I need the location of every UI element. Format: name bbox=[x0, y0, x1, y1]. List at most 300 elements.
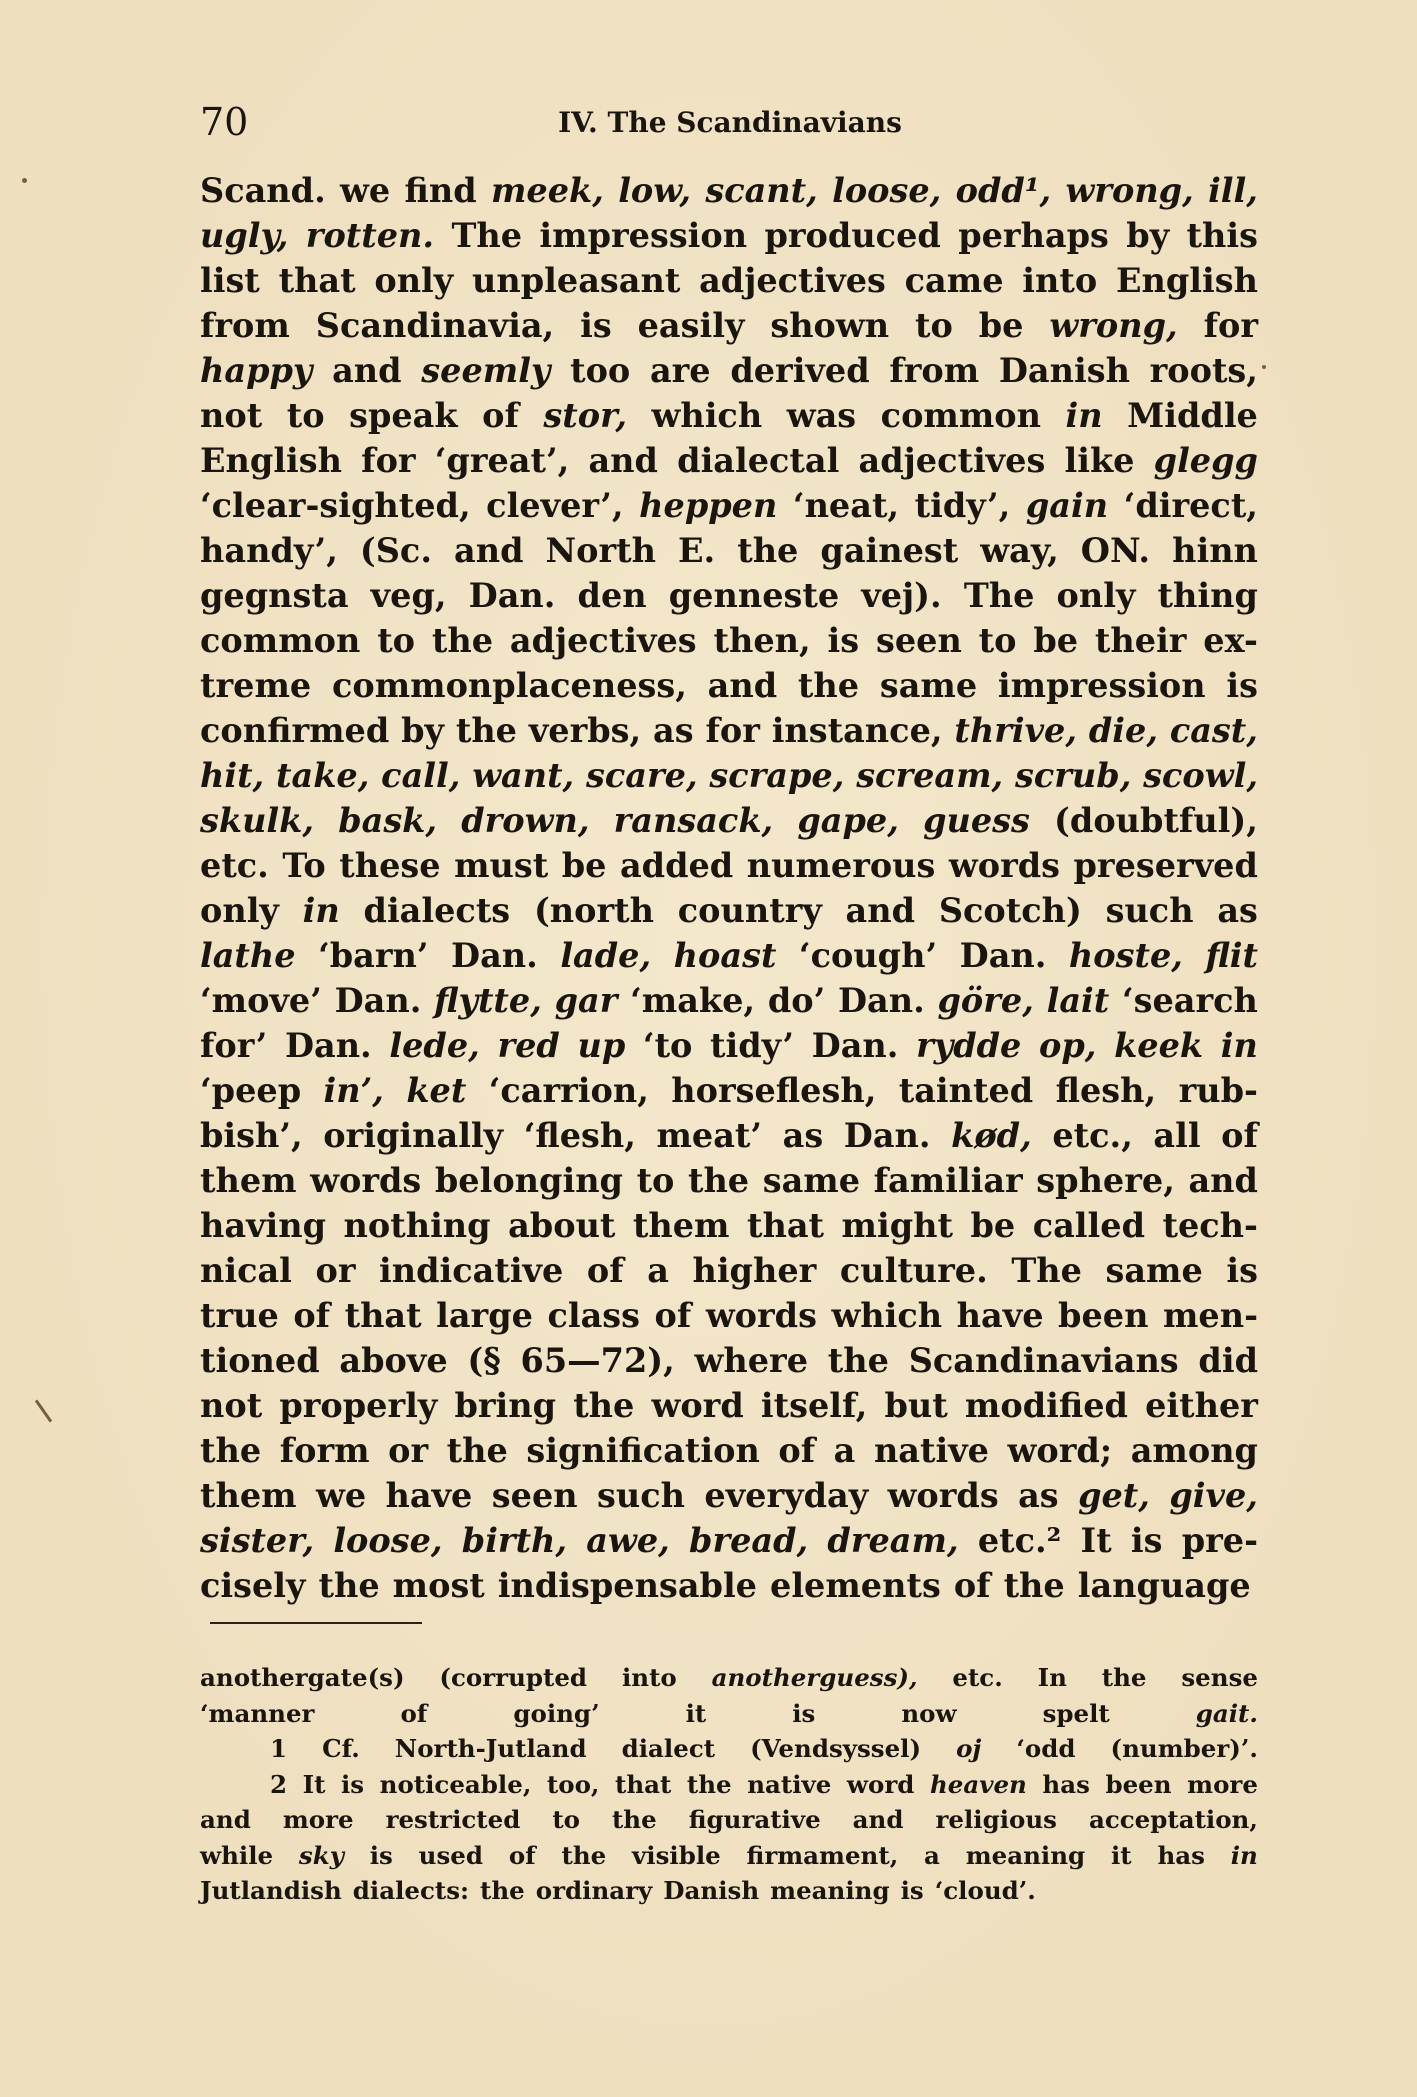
word: the bbox=[1003, 1566, 1065, 1605]
text-line bbox=[200, 888, 1258, 933]
word: North-Jutland bbox=[394, 1734, 587, 1763]
word: To bbox=[282, 846, 326, 885]
word: nical bbox=[200, 1251, 292, 1290]
word: called bbox=[1032, 1206, 1145, 1245]
word: it bbox=[1111, 1840, 1132, 1870]
word: ‘great’, bbox=[434, 441, 570, 480]
word: be bbox=[970, 1206, 1016, 1245]
word: them bbox=[200, 1476, 297, 1515]
word: word bbox=[846, 1769, 915, 1799]
word: preserved bbox=[1073, 846, 1258, 885]
word: indispensable bbox=[497, 1566, 757, 1605]
word: göre, bbox=[937, 981, 1034, 1020]
word: anothergate(s) bbox=[200, 1663, 405, 1692]
word: indicative bbox=[379, 1251, 564, 1290]
word: meaning bbox=[965, 1840, 1086, 1870]
word: is bbox=[1130, 1521, 1163, 1560]
word: meaning bbox=[770, 1876, 890, 1905]
word: have bbox=[385, 1476, 473, 1515]
word: Dan. bbox=[334, 981, 422, 1020]
word: stor, bbox=[543, 396, 627, 435]
word: cisely bbox=[200, 1566, 306, 1605]
text-line bbox=[200, 258, 1258, 303]
word: (north bbox=[533, 891, 654, 930]
text-line bbox=[200, 708, 1258, 753]
word: Dan. bbox=[284, 1026, 372, 1065]
word: but bbox=[884, 1386, 948, 1425]
word: be bbox=[978, 306, 1024, 345]
word: common bbox=[200, 621, 361, 660]
word: The bbox=[451, 216, 523, 255]
word: into bbox=[621, 1663, 677, 1692]
word: It bbox=[1080, 1521, 1112, 1560]
word: or bbox=[315, 1251, 356, 1290]
word: ex- bbox=[1203, 621, 1258, 660]
word: same bbox=[762, 1161, 861, 1200]
word: seen bbox=[875, 621, 962, 660]
word: handy’, bbox=[200, 531, 338, 570]
word: ‘direct, bbox=[1123, 486, 1258, 525]
word: etc. bbox=[952, 1663, 1003, 1692]
text-line bbox=[200, 753, 1258, 798]
word: den bbox=[577, 576, 647, 615]
word: is bbox=[827, 621, 860, 660]
word: Danish bbox=[663, 1876, 760, 1905]
word: rub- bbox=[1178, 1071, 1258, 1110]
word: added bbox=[619, 846, 734, 885]
word: country bbox=[677, 891, 822, 930]
paper-speck bbox=[22, 178, 27, 183]
word: for bbox=[1203, 306, 1258, 345]
footnotes bbox=[200, 1660, 1258, 1909]
word: instance, bbox=[771, 711, 943, 750]
word: used bbox=[418, 1840, 483, 1870]
word: ‘clear-sighted, bbox=[200, 486, 471, 525]
word: like bbox=[1064, 441, 1135, 480]
text-line bbox=[200, 573, 1258, 618]
page-number: 70 bbox=[200, 100, 249, 144]
text-line bbox=[200, 528, 1258, 573]
word: scant, bbox=[705, 171, 818, 210]
word: wrong, bbox=[1065, 171, 1194, 210]
word: now bbox=[901, 1698, 957, 1728]
word: the bbox=[455, 711, 517, 750]
word: easily bbox=[637, 306, 745, 345]
word: common bbox=[880, 396, 1042, 435]
word: word; bbox=[1007, 1431, 1113, 1470]
word: same bbox=[1105, 1251, 1203, 1290]
word: is bbox=[369, 1840, 393, 1870]
word: thrive, bbox=[954, 711, 1078, 750]
word: odd¹, bbox=[955, 171, 1052, 210]
text-line bbox=[200, 663, 1258, 708]
word: and bbox=[852, 1805, 904, 1834]
word: ‘make, bbox=[630, 981, 756, 1020]
word: etc., bbox=[1052, 1116, 1133, 1155]
word: In bbox=[1037, 1663, 1067, 1692]
word: Middle bbox=[1127, 396, 1258, 435]
word: more bbox=[282, 1805, 354, 1834]
page-header bbox=[200, 100, 1260, 150]
word: meek, bbox=[490, 171, 604, 210]
word: the bbox=[827, 1341, 889, 1380]
word: gegnsta bbox=[200, 576, 349, 615]
word: is bbox=[900, 1876, 924, 1905]
word: and bbox=[588, 441, 658, 480]
text-line bbox=[200, 168, 1258, 213]
text-line bbox=[200, 1203, 1258, 1248]
word: properly bbox=[279, 1386, 438, 1425]
word: class bbox=[547, 1296, 641, 1335]
word: the bbox=[611, 1805, 657, 1834]
word: above bbox=[339, 1341, 448, 1380]
word: Dan. bbox=[959, 936, 1047, 975]
word: not bbox=[200, 1386, 263, 1425]
word: that bbox=[344, 1296, 422, 1335]
word: etc.² bbox=[977, 1521, 1062, 1560]
word: acceptation, bbox=[1088, 1805, 1258, 1834]
word: nothing bbox=[343, 1206, 491, 1245]
word: loose, bbox=[832, 171, 942, 210]
word: Dan. bbox=[468, 576, 556, 615]
word: and bbox=[332, 351, 402, 390]
word: sister, bbox=[200, 1521, 315, 1560]
word: and bbox=[707, 666, 778, 705]
word: in’, bbox=[323, 1071, 384, 1110]
word: as bbox=[1018, 1476, 1059, 1515]
word: tainted bbox=[898, 1071, 1034, 1110]
word: (doubtful), bbox=[1054, 801, 1258, 840]
word: E. bbox=[678, 531, 716, 570]
word: awe, bbox=[586, 1521, 670, 1560]
word: has bbox=[1157, 1840, 1205, 1870]
word: ordinary bbox=[535, 1876, 653, 1905]
word: for’ bbox=[200, 1026, 268, 1065]
word: is bbox=[1226, 1251, 1258, 1290]
word: sense bbox=[1181, 1663, 1258, 1692]
word: visible bbox=[632, 1840, 721, 1870]
word: drown, bbox=[461, 801, 590, 840]
word: English bbox=[200, 441, 342, 480]
text-line bbox=[200, 1563, 1258, 1608]
word: die, bbox=[1088, 711, 1158, 750]
word: hinn bbox=[1172, 531, 1258, 570]
text-line bbox=[200, 1023, 1258, 1068]
text-line bbox=[200, 393, 1258, 438]
word: or bbox=[388, 1431, 429, 1470]
word: of bbox=[1221, 1116, 1258, 1155]
word: ugly, bbox=[200, 216, 289, 255]
word: by bbox=[401, 711, 445, 750]
word: more bbox=[1187, 1769, 1258, 1799]
word: ‘peep bbox=[200, 1071, 302, 1110]
word: the bbox=[318, 1566, 380, 1605]
word: for bbox=[705, 711, 760, 750]
word: such bbox=[597, 1476, 685, 1515]
text-line bbox=[200, 798, 1258, 843]
word: list bbox=[200, 261, 260, 300]
word: birth, bbox=[461, 1521, 568, 1560]
word: restricted bbox=[385, 1805, 521, 1834]
word: loose, bbox=[333, 1521, 443, 1560]
word: religious bbox=[935, 1805, 1057, 1834]
word: a bbox=[924, 1840, 940, 1870]
word: in bbox=[302, 891, 340, 930]
text-line bbox=[200, 213, 1258, 258]
word: bring bbox=[454, 1386, 557, 1425]
word: flesh, bbox=[1055, 1071, 1157, 1110]
word: and bbox=[454, 531, 524, 570]
word: the bbox=[200, 1431, 262, 1470]
word: Cf. bbox=[322, 1734, 360, 1763]
word: firmament, bbox=[746, 1840, 899, 1870]
footnote-rule bbox=[210, 1622, 422, 1624]
word: has bbox=[1042, 1769, 1090, 1799]
paper-speck bbox=[35, 1399, 52, 1422]
word: ‘neat, bbox=[792, 486, 900, 525]
word: we bbox=[340, 171, 391, 210]
word: in bbox=[1065, 396, 1103, 435]
word: do’ bbox=[767, 981, 826, 1020]
word: low, bbox=[618, 171, 692, 210]
word: going’ bbox=[513, 1698, 600, 1728]
word: Dan. bbox=[811, 1026, 899, 1065]
word: 2 bbox=[270, 1769, 288, 1799]
word: tech- bbox=[1162, 1206, 1258, 1245]
word: guess bbox=[923, 801, 1030, 840]
word: of bbox=[654, 1296, 692, 1335]
word: words bbox=[948, 846, 1061, 885]
word: (number)’. bbox=[1110, 1734, 1258, 1763]
word: horseflesh, bbox=[671, 1071, 877, 1110]
word: roots, bbox=[1149, 351, 1258, 390]
text-line bbox=[200, 1473, 1258, 1518]
word: the bbox=[687, 1161, 750, 1200]
word: a bbox=[647, 1251, 669, 1290]
text-line bbox=[200, 618, 1258, 663]
word: impression bbox=[539, 216, 748, 255]
word: in bbox=[1230, 1840, 1258, 1870]
word: etc. bbox=[200, 846, 269, 885]
word: scrape, bbox=[709, 756, 845, 795]
footnote-line bbox=[200, 1696, 1258, 1732]
text-line bbox=[200, 1428, 1258, 1473]
word: ill, bbox=[1208, 171, 1258, 210]
word: tidy’, bbox=[914, 486, 1011, 525]
word: of bbox=[778, 1431, 816, 1470]
word: gain bbox=[1025, 486, 1109, 525]
word: kød, bbox=[951, 1116, 1032, 1155]
word: verbs, bbox=[528, 711, 642, 750]
word: gainest bbox=[820, 531, 959, 570]
word: is bbox=[792, 1698, 816, 1728]
word: (Sc. bbox=[359, 531, 432, 570]
word: the bbox=[686, 1769, 732, 1799]
word: ‘cough’ bbox=[798, 936, 938, 975]
word: gait. bbox=[1195, 1698, 1258, 1728]
word: ‘to bbox=[642, 1026, 693, 1065]
word: elements bbox=[770, 1566, 941, 1605]
word: only bbox=[374, 261, 454, 300]
word: into bbox=[1022, 261, 1098, 300]
word: call, bbox=[381, 756, 461, 795]
footnote-line bbox=[200, 1731, 1258, 1767]
word: higher bbox=[692, 1251, 817, 1290]
word: red bbox=[497, 1026, 560, 1065]
text-line bbox=[200, 1158, 1258, 1203]
word: scrub, bbox=[1015, 756, 1132, 795]
word: modified bbox=[964, 1386, 1128, 1425]
word: up bbox=[577, 1026, 626, 1065]
word: commonplaceness, bbox=[331, 666, 687, 705]
word: skulk, bbox=[200, 801, 315, 840]
word: belonging bbox=[434, 1161, 623, 1200]
word: pre- bbox=[1181, 1521, 1258, 1560]
word: where bbox=[694, 1341, 809, 1380]
text-line bbox=[200, 1248, 1258, 1293]
word: to bbox=[286, 396, 325, 435]
word: shown bbox=[770, 306, 890, 345]
word: we bbox=[315, 1476, 367, 1515]
word: same bbox=[879, 666, 978, 705]
word: either bbox=[1145, 1386, 1258, 1425]
word: them bbox=[200, 1161, 297, 1200]
word: lede, bbox=[389, 1026, 480, 1065]
word: in bbox=[1220, 1026, 1258, 1065]
word: Scand. bbox=[200, 171, 326, 210]
word: sphere, bbox=[1036, 1161, 1175, 1200]
word: wrong, bbox=[1049, 306, 1178, 345]
word: happy bbox=[200, 351, 313, 390]
word: be bbox=[561, 846, 607, 885]
word: of bbox=[953, 1566, 991, 1605]
word: glegg bbox=[1153, 441, 1258, 480]
word: while bbox=[200, 1840, 274, 1870]
word: was bbox=[786, 396, 857, 435]
word: ‘search bbox=[1121, 981, 1258, 1020]
word: too bbox=[570, 351, 631, 390]
text-line bbox=[200, 438, 1258, 483]
word: too, bbox=[546, 1769, 600, 1799]
word: by bbox=[1126, 216, 1170, 255]
word: dream, bbox=[827, 1521, 959, 1560]
word: is bbox=[580, 306, 612, 345]
word: form bbox=[279, 1431, 370, 1470]
word: are bbox=[649, 351, 711, 390]
word: oj bbox=[956, 1734, 982, 1763]
text-line bbox=[200, 978, 1258, 1023]
word: that bbox=[615, 1769, 672, 1799]
word: tioned bbox=[200, 1341, 320, 1380]
footnote-line bbox=[200, 1802, 1258, 1838]
word: numerous bbox=[746, 846, 936, 885]
word: their bbox=[1094, 621, 1187, 660]
word: lathe bbox=[200, 936, 296, 975]
word: get, bbox=[1078, 1476, 1150, 1515]
word: adjectives bbox=[699, 261, 886, 300]
text-line bbox=[200, 1068, 1258, 1113]
word: the bbox=[737, 531, 799, 570]
word: bask, bbox=[338, 801, 438, 840]
text-line bbox=[200, 348, 1258, 393]
word: adjectives bbox=[509, 621, 697, 660]
text-line bbox=[200, 1338, 1258, 1383]
word: Dan. bbox=[451, 936, 538, 975]
word: noticeable, bbox=[379, 1769, 532, 1799]
text-line bbox=[200, 843, 1258, 888]
word: did bbox=[1198, 1341, 1258, 1380]
word: might bbox=[841, 1206, 953, 1245]
word: produced bbox=[764, 216, 941, 255]
word: derived bbox=[730, 351, 870, 390]
word: hit, bbox=[200, 756, 265, 795]
word: sky bbox=[298, 1840, 344, 1870]
word: Scotch) bbox=[938, 891, 1082, 930]
word: (§ bbox=[467, 1341, 501, 1380]
word: scare, bbox=[586, 756, 698, 795]
word: give, bbox=[1169, 1476, 1258, 1515]
word: Dan. bbox=[837, 981, 925, 1020]
word: speak bbox=[349, 396, 458, 435]
word: unpleasant bbox=[472, 261, 681, 300]
word: native bbox=[873, 1431, 989, 1470]
word: words bbox=[310, 1161, 422, 1200]
word: ‘flesh, bbox=[523, 1116, 636, 1155]
word: English bbox=[1115, 261, 1258, 300]
word: to bbox=[377, 621, 416, 660]
word: op, bbox=[1039, 1026, 1097, 1065]
word: vej). bbox=[861, 576, 942, 615]
word: thing bbox=[1157, 576, 1258, 615]
word: not bbox=[200, 396, 263, 435]
word: take, bbox=[276, 756, 370, 795]
word: everyday bbox=[704, 1476, 869, 1515]
word: ‘carrion, bbox=[488, 1071, 649, 1110]
word: hoast bbox=[673, 936, 777, 975]
word: of bbox=[482, 396, 519, 435]
word: that bbox=[747, 1206, 825, 1245]
word: that bbox=[278, 261, 356, 300]
word: dialects: bbox=[352, 1876, 470, 1905]
word: seemly bbox=[421, 351, 551, 390]
word: a bbox=[833, 1431, 856, 1470]
word: then, bbox=[713, 621, 811, 660]
word: all bbox=[1153, 1116, 1201, 1155]
word: the bbox=[573, 1386, 635, 1425]
word: large bbox=[436, 1296, 533, 1335]
word: dialect bbox=[621, 1734, 716, 1763]
word: must bbox=[454, 846, 549, 885]
word: anotherguess), bbox=[711, 1663, 918, 1692]
word: scream, bbox=[856, 756, 1004, 795]
word: Scandinavians bbox=[908, 1341, 1179, 1380]
word: have bbox=[956, 1296, 1044, 1335]
word: be bbox=[1033, 621, 1079, 660]
word: and bbox=[200, 1805, 251, 1834]
word: ‘move’ bbox=[200, 981, 322, 1020]
word: language bbox=[1077, 1566, 1251, 1605]
word: only bbox=[200, 891, 279, 930]
word: dialects bbox=[363, 891, 511, 930]
word: such bbox=[1105, 891, 1194, 930]
footnote-line bbox=[200, 1873, 1258, 1909]
word: 65—72), bbox=[520, 1341, 675, 1380]
word: rotten. bbox=[305, 216, 435, 255]
word: bish’, bbox=[200, 1116, 303, 1155]
word: perhaps bbox=[958, 216, 1109, 255]
word: true bbox=[200, 1296, 279, 1335]
text-line bbox=[200, 1383, 1258, 1428]
